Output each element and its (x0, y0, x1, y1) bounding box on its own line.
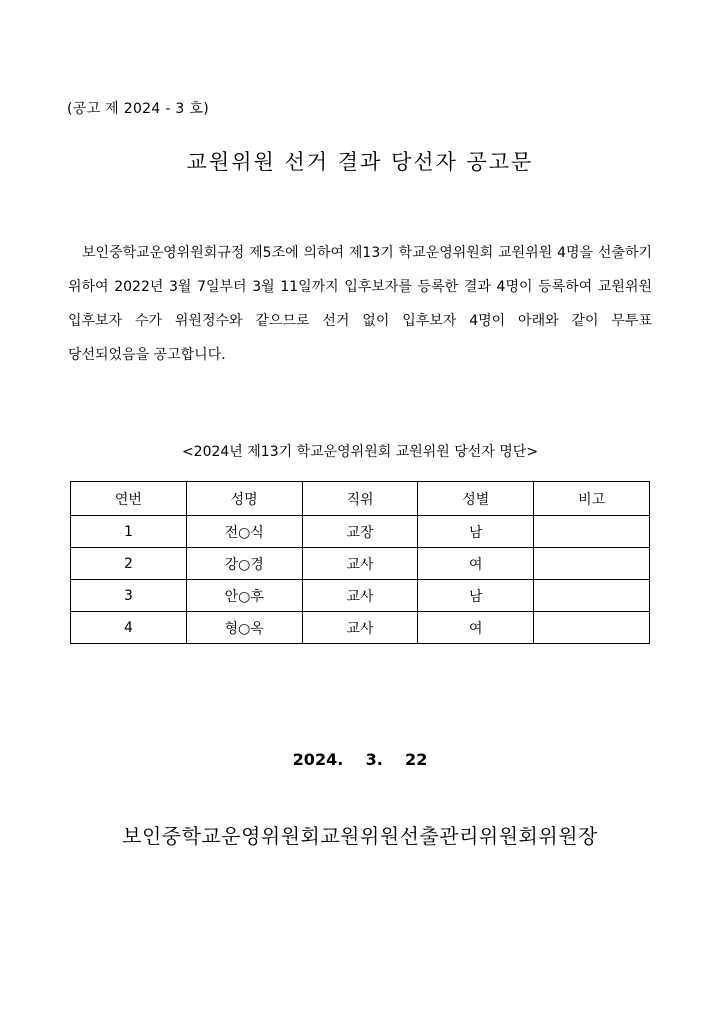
notice-body-paragraph: 보인중학교운영위원회규정 제5조에 의하여 제13기 학교운영위원회 교원위원 4명을 선출하기 위하여 2022년 3월 7일부터 3월 11일까지 입후보자를 등록한 결과 4명이 등록하여 교원위원 입후보자 수가 위원정수와 같으므로 선거 없이 입후보자 4명이 아래와 같이 무투표 당선되었음을 공고합니다. (68, 245, 652, 363)
cell-position: 교사 (302, 612, 418, 644)
cell-remarks (534, 516, 650, 548)
cell-name: 전○식 (186, 516, 302, 548)
notice-body (68, 236, 652, 372)
header-cell-remarks: 비고 (534, 482, 650, 516)
cell-number: 3 (71, 580, 187, 612)
cell-remarks (534, 548, 650, 580)
header-cell-position: 직위 (302, 482, 418, 516)
notice-number: (공고 제 2024 - 3 호) (67, 101, 209, 117)
cell-position: 교장 (302, 516, 418, 548)
table-row (71, 612, 650, 644)
cell-remarks (534, 580, 650, 612)
cell-remarks (534, 612, 650, 644)
cell-position: 교사 (302, 548, 418, 580)
table-caption: <2024년 제13기 학교운영위원회 교원위원 당선자 명단> (181, 444, 539, 460)
announcement-date: 2024. 3. 22 (292, 750, 428, 769)
signer-title: 보인중학교운영위원회교원위원선출관리위원회위원장 (122, 824, 598, 848)
header-cell-name: 성명 (186, 482, 302, 516)
cell-number: 2 (71, 548, 187, 580)
cell-gender: 여 (418, 548, 534, 580)
cell-name: 형○옥 (186, 612, 302, 644)
header-cell-gender: 성별 (418, 482, 534, 516)
table-row (71, 548, 650, 580)
cell-gender: 남 (418, 580, 534, 612)
elected-members-table (70, 481, 650, 644)
cell-gender: 남 (418, 516, 534, 548)
table-row (71, 516, 650, 548)
table-row (71, 580, 650, 612)
table-header-row (71, 482, 650, 516)
document-title: 교원위원 선거 결과 당선자 공고문 (186, 150, 534, 174)
header-cell-number: 연번 (71, 482, 187, 516)
cell-number: 1 (71, 516, 187, 548)
cell-position: 교사 (302, 580, 418, 612)
cell-name: 안○후 (186, 580, 302, 612)
cell-number: 4 (71, 612, 187, 644)
cell-gender: 여 (418, 612, 534, 644)
cell-name: 강○경 (186, 548, 302, 580)
